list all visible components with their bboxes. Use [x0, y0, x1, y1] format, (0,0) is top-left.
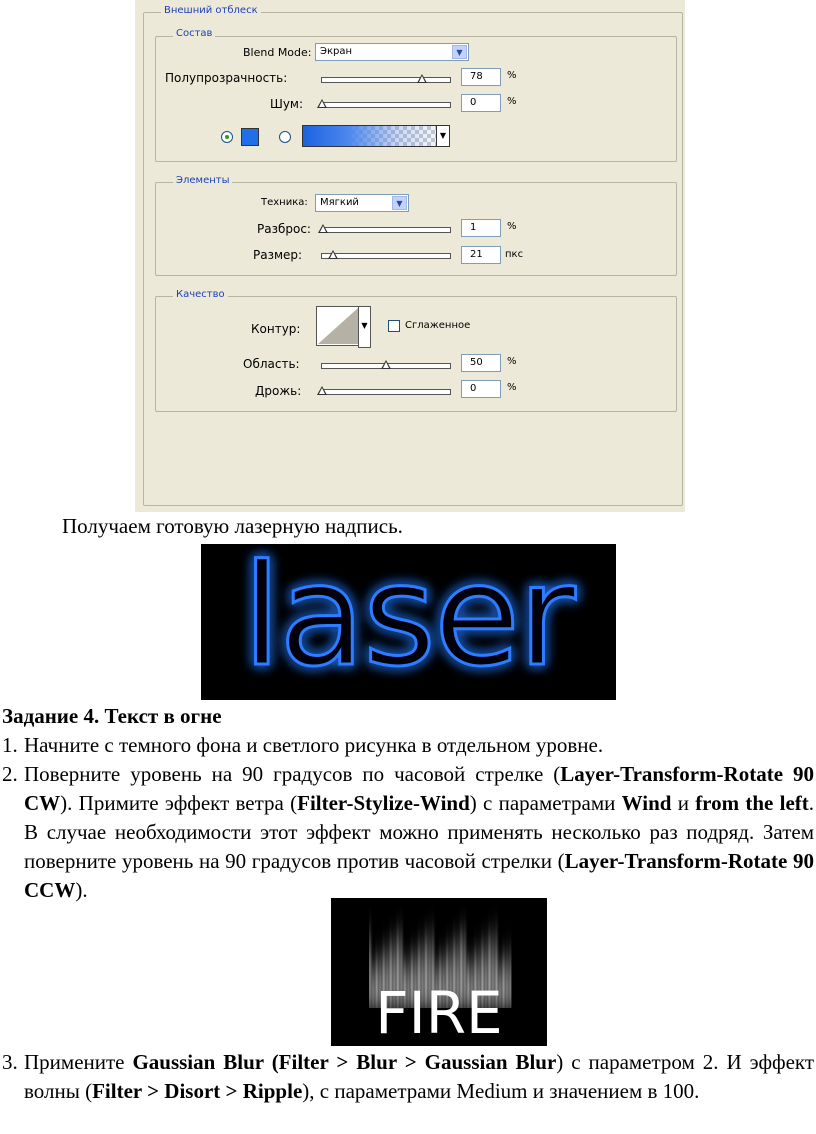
outer-glow-dialog — [135, 0, 685, 512]
contour-label: Контур: — [251, 322, 301, 336]
antialiased-label: Сглаженное — [405, 320, 471, 331]
step-text: Начните с темного фона и светлого рисунка в отдельном уровне. — [24, 733, 604, 757]
fire-text-image — [331, 898, 547, 1046]
noise-percent: % — [507, 96, 517, 107]
technique-value: Мягкий — [320, 197, 359, 208]
technique-select[interactable] — [315, 194, 409, 212]
opacity-label: Полупрозрачность: — [165, 71, 288, 85]
elements-title: Элементы — [173, 175, 232, 186]
caption: Получаем готовую лазерную надпись. — [62, 514, 403, 538]
structure-title: Состав — [173, 28, 215, 39]
glow-gradient-picker[interactable] — [302, 125, 450, 147]
menu-path: Gaussian Blur (Filter > Blur > Gaussian Blur — [132, 1050, 557, 1074]
jitter-slider[interactable] — [321, 389, 451, 395]
step-text — [24, 1048, 814, 1106]
opacity-slider[interactable] — [321, 77, 451, 83]
step-text-part: ). Примите эффект ветра ( — [60, 791, 298, 815]
spread-slider[interactable] — [321, 227, 451, 233]
step-text-part: ) с параметром 2. И эффект волны ( — [24, 1050, 814, 1103]
range-slider-thumb[interactable] — [381, 360, 391, 369]
contour-curve-icon — [317, 307, 359, 345]
opacity-slider-thumb[interactable] — [417, 74, 427, 83]
noise-slider[interactable] — [321, 102, 451, 108]
glow-color-swatch[interactable] — [241, 128, 259, 146]
step-text-part: ), с параметрами Medium и значением в 100. — [302, 1079, 700, 1103]
jitter-input[interactable]: 0 — [461, 380, 501, 398]
size-unit: пкс — [505, 249, 524, 260]
spread-input[interactable]: 1 — [461, 219, 501, 237]
size-label: Размер: — [253, 248, 303, 262]
size-input[interactable]: 21 — [461, 246, 501, 264]
range-slider[interactable] — [321, 363, 451, 369]
step-text-part: . В случае необходимости этот эффект можно применять несколько раз подряд. Затем поверните уровень на 90 градусов против часовой стрелки ( — [24, 791, 814, 873]
outer-glow-title: Внешний отблеск — [161, 5, 261, 16]
technique-label: Техника: — [261, 197, 308, 208]
laser-glow-svg — [201, 544, 616, 700]
spread-label: Разброс: — [257, 222, 311, 236]
range-label: Область: — [243, 357, 300, 371]
size-slider[interactable] — [321, 253, 451, 259]
menu-path: Filter > Disort > Ripple — [92, 1079, 303, 1103]
wind-streak — [510, 939, 512, 1008]
step-number: 3. — [2, 1050, 18, 1074]
wind-streak — [369, 916, 371, 1008]
opacity-percent: % — [507, 70, 517, 81]
step-2 — [2, 760, 814, 905]
range-input[interactable]: 50 — [461, 354, 501, 372]
blend-mode-select[interactable] — [315, 43, 469, 61]
step-number: 2. — [2, 762, 18, 786]
wind-streak — [503, 945, 505, 1008]
task-heading: Задание 4. Текст в огне — [2, 704, 222, 728]
jitter-slider-thumb[interactable] — [317, 386, 327, 395]
step-text-part: Поверните уровень на 90 градусов по часовой стрелке ( — [24, 762, 561, 786]
menu-path: Filter-Stylize-Wind — [297, 791, 470, 815]
opacity-input[interactable]: 78 — [461, 68, 501, 86]
contour-picker[interactable] — [316, 306, 368, 346]
step-number: 1. — [2, 733, 18, 757]
step-text-part: Примените — [24, 1050, 133, 1074]
chevron-down-icon[interactable]: ▼ — [392, 196, 407, 210]
menu-path: Layer-Transform-Rotate 90 CCW — [24, 849, 814, 902]
blend-mode-label: Blend Mode: — [243, 46, 312, 59]
noise-slider-thumb[interactable] — [317, 99, 327, 108]
chevron-down-icon[interactable]: ▼ — [436, 126, 449, 146]
fire-wind-svg — [331, 898, 547, 1046]
chevron-down-icon[interactable]: ▼ — [452, 45, 467, 59]
param-name: Wind — [621, 791, 672, 815]
jitter-percent: % — [507, 382, 517, 393]
step-text — [24, 760, 814, 905]
step-1 — [2, 731, 814, 760]
noise-label: Шум: — [270, 97, 304, 111]
menu-path: Layer-Transform-Rotate 90 CW — [24, 762, 814, 815]
noise-input[interactable]: 0 — [461, 94, 501, 112]
jitter-label: Дрожь: — [255, 384, 302, 398]
step-text-part: ) с параметрами — [469, 791, 622, 815]
gradient-radio[interactable] — [279, 131, 291, 143]
spread-percent: % — [507, 221, 517, 232]
laser-text-image — [201, 544, 616, 700]
size-slider-thumb[interactable] — [328, 250, 338, 259]
wind-streak — [506, 942, 508, 1008]
fire-word: FIRE — [375, 979, 503, 1046]
step-text-part: ). — [75, 878, 88, 902]
range-percent: % — [507, 356, 517, 367]
antialiased-checkbox[interactable] — [388, 320, 400, 332]
step-text-part: и — [671, 791, 696, 815]
quality-title: Качество — [173, 289, 228, 300]
blend-mode-value: Экран — [320, 46, 353, 57]
step-3 — [2, 1048, 814, 1134]
wind-streak — [372, 953, 374, 1008]
param-name: from the left — [695, 791, 809, 815]
laser-word: laser — [242, 544, 574, 698]
chevron-down-icon[interactable]: ▼ — [358, 306, 371, 348]
solid-color-radio[interactable] — [221, 131, 233, 143]
spread-slider-thumb[interactable] — [318, 224, 328, 233]
